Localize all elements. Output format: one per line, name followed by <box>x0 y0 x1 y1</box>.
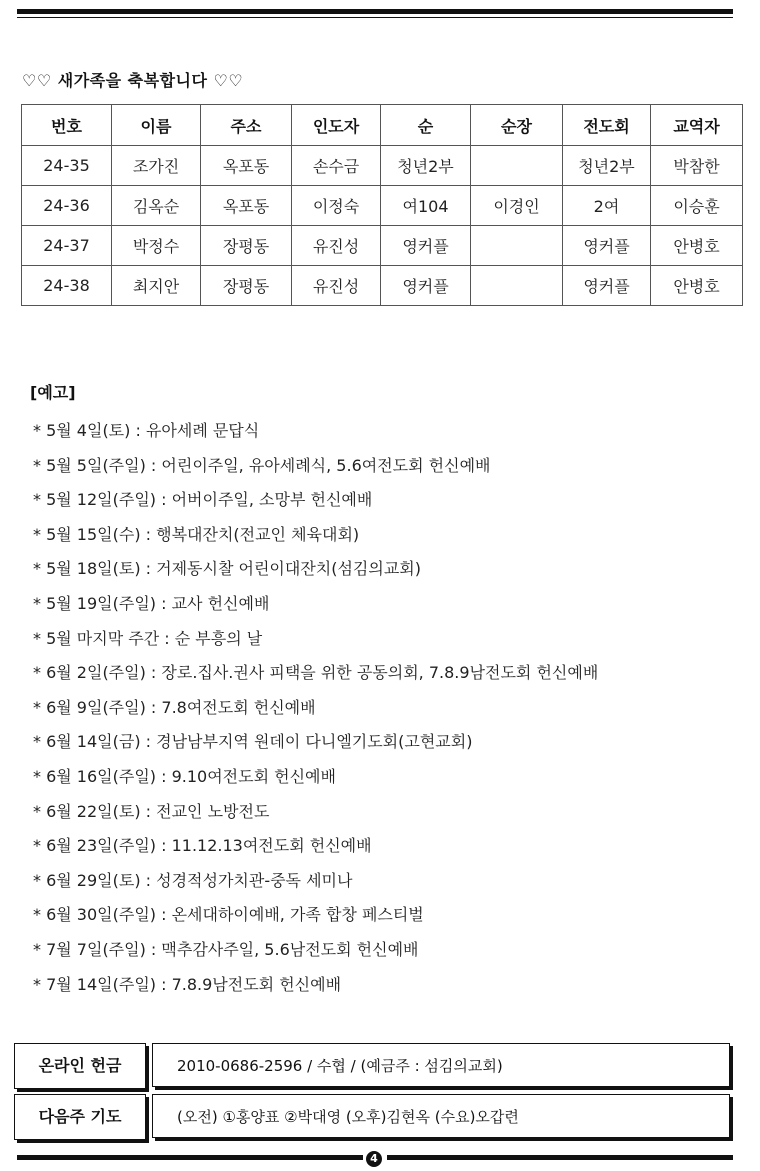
table-cell: 24-36 <box>22 186 112 226</box>
header-number: 번호 <box>22 105 112 146</box>
header-pastor: 교역자 <box>651 105 743 146</box>
header-group: 순 <box>381 105 471 146</box>
table-cell: 24-38 <box>22 266 112 306</box>
new-family-table <box>21 104 743 306</box>
table-cell: 영커플 <box>563 266 651 306</box>
table-cell: 영커플 <box>563 226 651 266</box>
table-cell: 청년2부 <box>563 146 651 186</box>
table-cell: 24-35 <box>22 146 112 186</box>
table-cell: 김옥순 <box>112 186 201 226</box>
table-cell: 영커플 <box>381 266 471 306</box>
table-cell: 옥포동 <box>201 146 292 186</box>
notice-item: * 5월 12일(주일) : 어버이주일, 소망부 헌신예배 <box>33 490 373 510</box>
table-cell: 이승훈 <box>651 186 743 226</box>
online-offering-label: 온라인 헌금 <box>14 1043 146 1089</box>
table-row <box>22 186 743 226</box>
notice-list <box>33 416 598 1004</box>
notice-item: * 5월 마지막 주간 : 순 부흥의 날 <box>33 628 263 648</box>
online-offering-row <box>14 1043 736 1089</box>
bottom-rule <box>17 1151 733 1165</box>
notice-item: * 6월 9일(주일) : 7.8여전도회 헌신예배 <box>33 697 316 717</box>
notice-item: * 5월 15일(수) : 행복대잔치(전교인 체육대회) <box>33 524 360 544</box>
table-cell: 박참한 <box>651 146 743 186</box>
top-rule <box>17 9 733 18</box>
table-header-row <box>22 105 743 146</box>
table-cell: 2여 <box>563 186 651 226</box>
table-cell: 이정숙 <box>292 186 381 226</box>
table-row <box>22 226 743 266</box>
notice-item: * 5월 5일(주일) : 어린이주일, 유아세례식, 5.6여전도회 헌신예배 <box>33 455 491 475</box>
table-row <box>22 266 743 306</box>
next-prayer-row <box>14 1094 736 1140</box>
notice-item: * 7월 7일(주일) : 맥추감사주일, 5.6남전도회 헌신예배 <box>33 939 419 959</box>
header-mission-society: 전도회 <box>563 105 651 146</box>
notice-item: * 6월 2일(주일) : 장로.집사.권사 피택을 위한 공동의회, 7.8.9남전도회 헌신예배 <box>33 663 599 683</box>
table-cell: 장평동 <box>201 226 292 266</box>
table-cell <box>471 266 563 306</box>
online-offering-value: 2010-0686-2596 / 수협 / (예금주 : 섬김의교회) <box>152 1043 730 1087</box>
notice-item: * 5월 19일(주일) : 교사 헌신예배 <box>33 593 270 613</box>
notice-item: * 6월 22일(토) : 전교인 노방전도 <box>33 801 270 821</box>
table-cell: 손수금 <box>292 146 381 186</box>
next-prayer-label: 다음주 기도 <box>14 1094 146 1140</box>
notice-item: * 6월 29일(토) : 성경적성가치관-중독 세미나 <box>33 870 353 890</box>
header-guide: 인도자 <box>292 105 381 146</box>
header-name: 이름 <box>112 105 201 146</box>
table-cell: 박정수 <box>112 226 201 266</box>
table-cell: 유진성 <box>292 266 381 306</box>
table-cell: 최지안 <box>112 266 201 306</box>
notice-item: * 6월 14일(금) : 경남남부지역 원데이 다니엘기도회(고현교회) <box>33 732 473 752</box>
table-cell: 24-37 <box>22 226 112 266</box>
notice-item: * 7월 14일(주일) : 7.8.9남전도회 헌신예배 <box>33 974 342 994</box>
next-prayer-value: (오전) ①홍양표 ②박대영 (오후)김현옥 (수요)오갑련 <box>152 1094 730 1138</box>
header-group-leader: 순장 <box>471 105 563 146</box>
table-cell <box>471 226 563 266</box>
notice-item: * 6월 23일(주일) : 11.12.13여전도회 헌신예배 <box>33 836 372 856</box>
new-family-title: ♡♡ 새가족을 축복합니다 ♡♡ <box>22 71 244 90</box>
table-cell: 장평동 <box>201 266 292 306</box>
notice-heading: [예고] <box>30 383 76 402</box>
table-cell: 안병호 <box>651 226 743 266</box>
table-cell <box>471 146 563 186</box>
table-cell: 안병호 <box>651 266 743 306</box>
table-cell: 이경인 <box>471 186 563 226</box>
table-row <box>22 146 743 186</box>
table-cell: 옥포동 <box>201 186 292 226</box>
table-cell: 유진성 <box>292 226 381 266</box>
header-address: 주소 <box>201 105 292 146</box>
table-cell: 조가진 <box>112 146 201 186</box>
notice-item: * 5월 4일(토) : 유아세례 문답식 <box>33 421 260 440</box>
page-number: 4 <box>366 1151 382 1167</box>
notice-item: * 6월 16일(주일) : 9.10여전도회 헌신예배 <box>33 766 336 786</box>
notice-item: * 5월 18일(토) : 거제동시찰 어린이대잔치(섬김의교회) <box>33 559 421 579</box>
table-cell: 청년2부 <box>381 146 471 186</box>
table-cell: 여104 <box>381 186 471 226</box>
table-cell: 영커플 <box>381 226 471 266</box>
notice-item: * 6월 30일(주일) : 온세대하이예배, 가족 합창 페스티벌 <box>33 905 424 925</box>
